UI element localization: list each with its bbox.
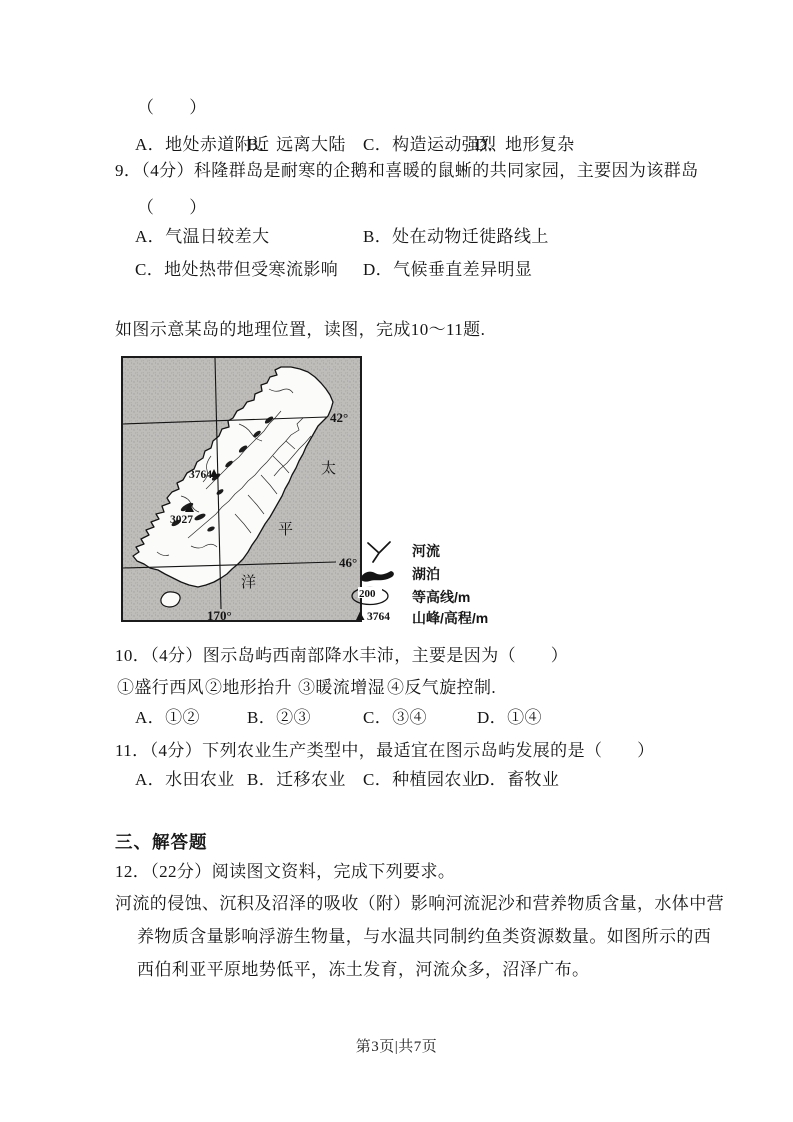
q9-option-c: C．地处热带但受寒流影响 xyxy=(135,260,339,279)
q10-option-c: C．③④ xyxy=(363,708,427,727)
q11-option-c: C．种植园农业 xyxy=(363,770,480,789)
q9-option-a: A．气温日较差大 xyxy=(135,227,270,246)
ocean-char-3: 洋 xyxy=(241,575,257,591)
legend-contour-label: 等高线/m xyxy=(412,589,471,605)
q8-option-a: A．地处赤道附近 xyxy=(135,135,270,154)
ocean-char-2: 平 xyxy=(278,522,294,538)
q12-paragraph-line-3: 西伯利亚平原地势低平，冻土发育，河流众多，沼泽广布。 xyxy=(137,960,590,979)
island-map-figure xyxy=(121,356,520,630)
lake-icon xyxy=(361,571,394,582)
q11-option-a: A．水田农业 xyxy=(135,770,235,789)
q9-option-b: B．处在动物迁徙路线上 xyxy=(363,227,549,246)
ocean-char-1: 太 xyxy=(321,461,337,477)
q10-item-3: ③暖流增湿 xyxy=(298,678,385,697)
q10-item-4: ④反气旋控制. xyxy=(387,678,497,697)
island-map-svg xyxy=(121,356,520,630)
small-island xyxy=(161,592,180,607)
q11-option-b: B．迁移农业 xyxy=(247,770,346,789)
legend-contour-value: 200 xyxy=(359,588,376,600)
q8-paren: （ ） xyxy=(137,98,207,117)
q11-stem: 11．（4分）下列农业生产类型中，最适宜在图示岛屿发展的是（ ） xyxy=(115,741,655,760)
river-icon xyxy=(368,542,390,562)
q10-item-1: ①盛行西风 xyxy=(117,678,204,697)
q11-option-d: D．畜牧业 xyxy=(477,770,560,789)
legend-lake-label: 湖泊 xyxy=(412,566,440,582)
map-legend xyxy=(352,542,488,626)
legend-peak-value: 3764 xyxy=(367,611,390,623)
q10-option-b: B．②③ xyxy=(247,708,311,727)
q8-option-c: C．构造运动强烈 xyxy=(363,135,497,154)
peak-3764-label: 3764 xyxy=(189,469,212,481)
section-3-heading: 三、解答题 xyxy=(115,832,208,852)
q9-option-d: D．气候垂直差异明显 xyxy=(363,260,533,279)
q8-option-b: B．远离大陆 xyxy=(247,135,346,154)
q12-paragraph-line-1: 河流的侵蚀、沉积及沼泽的吸收（附）影响河流泥沙和营养物质含量，水体中营 xyxy=(115,894,724,913)
map-intro: 如图示意某岛的地理位置，读图，完成10～11题. xyxy=(115,320,486,339)
q10-item-2: ②地形抬升 xyxy=(205,678,292,697)
q10-option-a: A．①② xyxy=(135,708,200,727)
q9-stem: 9．（4分）科隆群岛是耐寒的企鹅和喜暖的鼠蜥的共同家园，主要因为该群岛 xyxy=(115,161,699,180)
lat-42-label: 42° xyxy=(330,410,349,425)
legend-river-label: 河流 xyxy=(412,543,440,559)
lon-170-label: 170° xyxy=(207,608,232,623)
legend-peak-label: 山峰/高程/m xyxy=(412,610,489,626)
peak-3027-label: 3027 xyxy=(170,514,193,526)
lat-46-label: 46° xyxy=(339,555,358,570)
q8-option-d: D．地形复杂 xyxy=(475,135,575,154)
q12-stem: 12．（22分）阅读图文资料，完成下列要求。 xyxy=(115,862,456,881)
q12-paragraph-line-2: 养物质含量影响浮游生物量，与水温共同制约鱼类资源数量。如图所示的西 xyxy=(137,927,712,946)
q10-option-d: D．①④ xyxy=(477,708,542,727)
page-number: 第3页|共7页 xyxy=(355,1039,438,1055)
q9-paren: （ ） xyxy=(137,198,207,217)
q10-stem: 10．（4分）图示岛屿西南部降水丰沛，主要是因为（ ） xyxy=(115,646,569,665)
